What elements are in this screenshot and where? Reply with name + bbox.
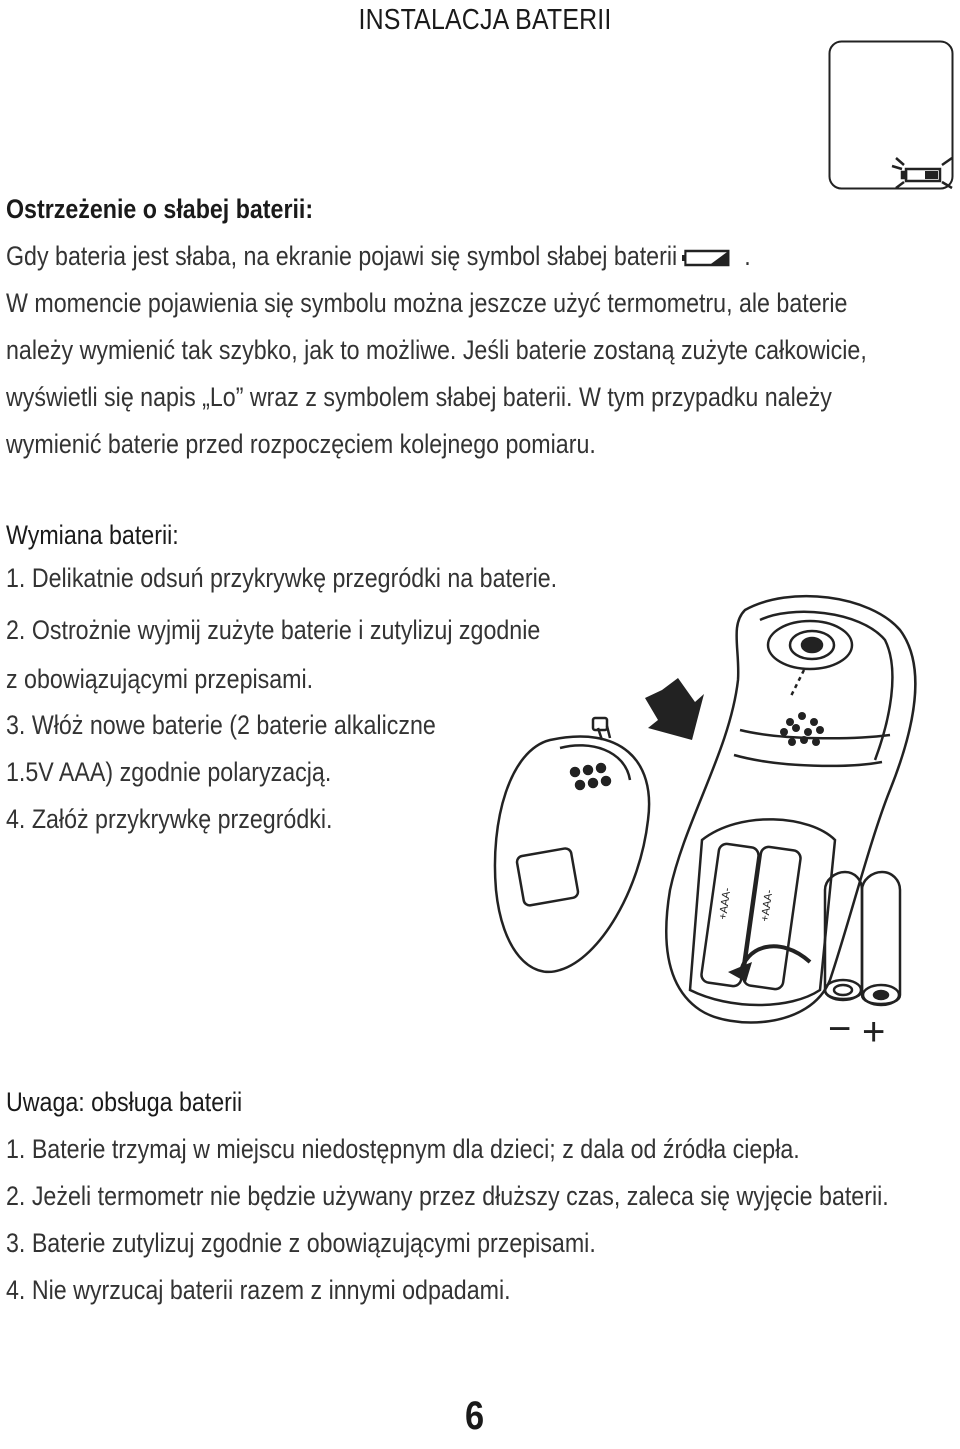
battery-replacement-illustration <box>490 590 960 1050</box>
replacement-step-1: 1. Delikatnie odsuń przykrywkę przegródki na baterie. <box>6 563 558 593</box>
polarity-plus-label: + <box>862 1010 886 1050</box>
svg-text:+AAA-: +AAA- <box>759 888 776 923</box>
replacement-step-2: 2. Ostrożnie wyjmij zużyte baterie i zutylizuj zgodnie <box>6 615 541 645</box>
handling-item-4: 4. Nie wyrzucaj baterii razem z innymi odpadami. <box>6 1275 511 1305</box>
replacement-heading: Wymiana baterii: <box>6 520 179 550</box>
low-battery-line-2: W momencie pojawienia się symbolu można jeszcze użyć termometru, ale baterie <box>6 288 848 318</box>
handling-item-1: 1. Baterie trzymaj w miejscu niedostępnym dla dzieci; z dala od źródła ciepła. <box>6 1134 800 1164</box>
replacement-step-4: 4. Załóż przykrywkę przegródki. <box>6 804 333 834</box>
svg-text:+AAA-: +AAA- <box>717 886 734 921</box>
handling-item-3: 3. Baterie zutylizuj zgodnie z obowiązującymi przepisami. <box>6 1228 596 1258</box>
low-battery-line-4: wyświetli się napis „Lo” wraz z symbolem słabej baterii. W tym przypadku należy <box>6 382 832 412</box>
handling-item-2: 2. Jeżeli termometr nie będzie używany przez dłuższy czas, zaleca się wyjęcie baterii. <box>6 1181 889 1211</box>
speaker-grille-icon <box>780 712 824 746</box>
page-number: 6 <box>465 1394 485 1438</box>
page-title: INSTALACJA BATERII <box>358 4 612 36</box>
polarity-minus-label: − <box>828 1007 852 1050</box>
low-battery-line-5: wymienić baterie przed rozpoczęciem kolejnego pomiaru. <box>6 429 596 459</box>
low-battery-icon <box>682 248 732 268</box>
low-battery-heading: Ostrzeżenie o słabej baterii: <box>6 194 314 224</box>
handling-heading: Uwaga: obsługa baterii <box>6 1087 243 1117</box>
replacement-step-3-cont: 1.5V AAA) zgodnie polaryzacją. <box>6 757 332 787</box>
aaa-batteries-icon <box>825 872 900 1005</box>
lcd-low-battery-display-icon <box>828 40 954 190</box>
low-battery-line-3: należy wymienić tak szybko, jak to możliwe. Jeśli baterie zostaną zużyte całkowicie, <box>6 335 867 365</box>
insert-arrow-icon <box>645 678 704 740</box>
replacement-step-3: 3. Włóż nowe baterie (2 baterie alkaliczne <box>6 710 436 740</box>
replacement-step-2-cont: z obowiązującymi przepisami. <box>6 664 314 694</box>
low-battery-line-1: Gdy bateria jest słaba, na ekranie pojawi się symbol słabej baterii . <box>6 241 751 271</box>
